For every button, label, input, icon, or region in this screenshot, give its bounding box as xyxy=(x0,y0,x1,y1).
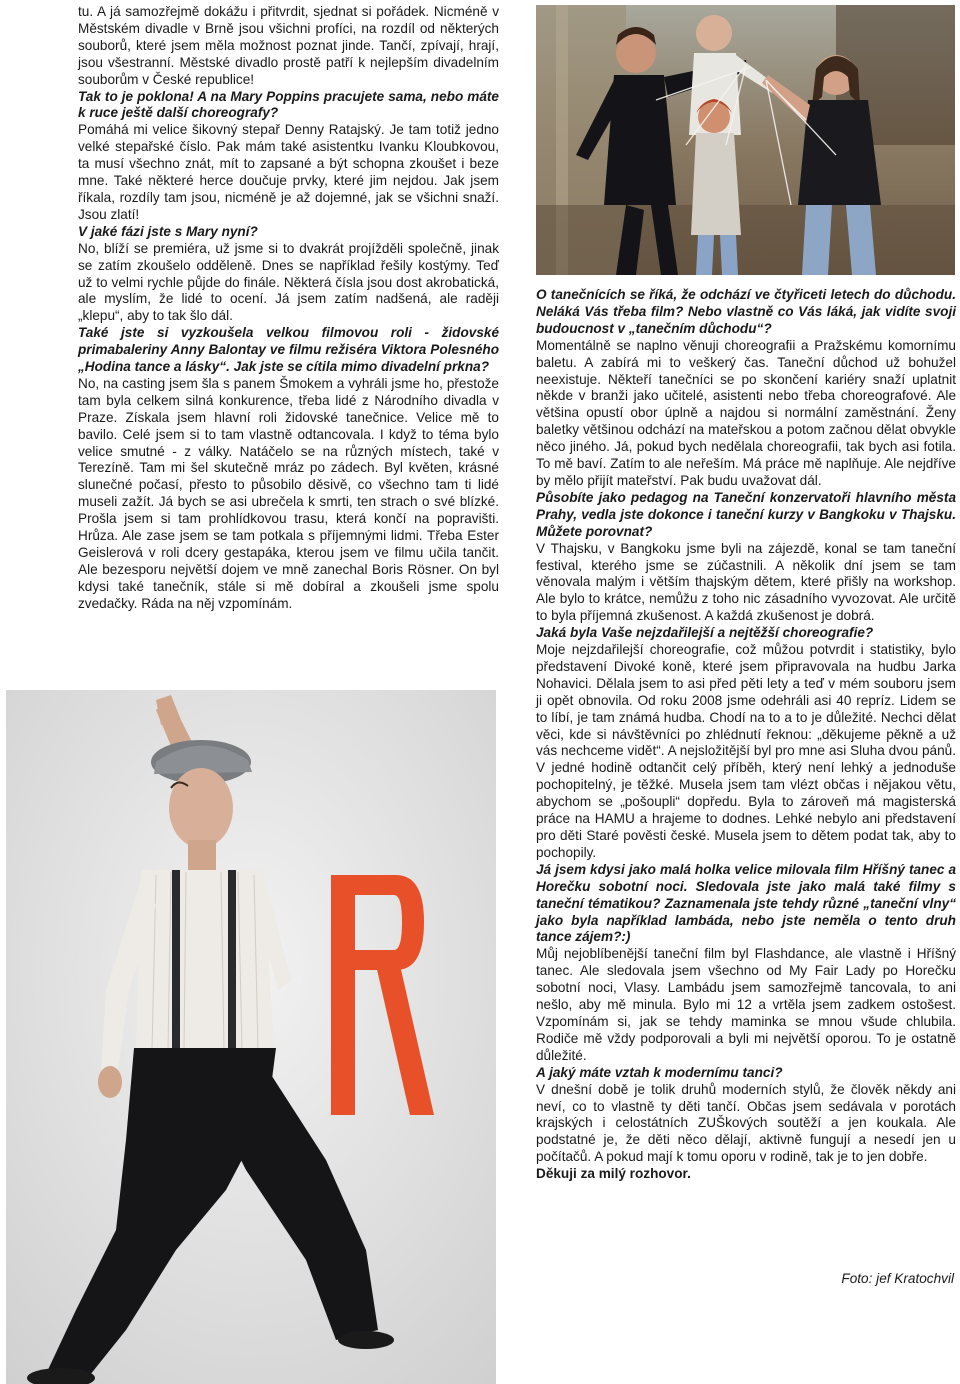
paragraph: V dnešní době je tolik druhů moderních stylů, že člověk někdy ani neví, co to vlastně ty děti tančí. Občas jsem sedávala v porotách krajských i celostátních ZUŠkových soutěží a jen koukala. Ale podstatné je, že děti něco dělají, aktivně fungují a nesedí jen u počítačů. A pokud mají k tomu oporu v rodině, tak je to jen dobře. xyxy=(536,1081,956,1165)
left-column xyxy=(78,4,499,613)
rehearsal-photo xyxy=(536,5,955,275)
paragraph: No, blíží se premiéra, už jsme si to dvakrát projížděli společně, jinak se zatím zkoušelo odděleně. Dnes se například řešily kostýmy. Teď už to velmi rychle půjde do finále. Některá čísla jsou dost akrobatická, ale myslím, že lidé to ocení. Já jsem zatím nadšená, ale raději „klepu“, aby to tak šlo dál. xyxy=(78,240,499,324)
paragraph: Momentálně se naplno věnuji choreografii a Pražskému komornímu baletu. A zabírá mi to veškerý čas. Taneční důchod už bohužel neexistuje. Někteří tanečníci se po skončení kariéry snaží uplatnit někde v branži jako učitelé, asistenti nebo třeba choreografové. Ale většina opustí obor úplně a najdou si normální zaměstnání. Ženy baletky většinou odchází na mateřskou a potom začnou dělat obvykle něco jiného. Já, pokud bych nedělala choreografii, tak bych asi fotila. To mě baví. Zatím to ale neřeším. Má práce mě naplňuje. Ale nejdříve by mělo přijít mateřství. Pak budu uvažovat dál. xyxy=(536,337,956,488)
closing-thanks: Děkuji za milý rozhovor. xyxy=(536,1166,691,1182)
interview-question: Také jste si vyzkoušela velkou filmovou roli - židovské primabaleriny Anny Balontay ve filmu režiséra Viktora Polesného „Hodina tance a lásky“. Jak jste se cítila mimo divadelní prkna? xyxy=(78,325,499,375)
paragraph: tu. A já samozřejmě dokážu i přitvrdit, sjednat si pořádek. Nicméně v Městském divadle v Brně jsou všichni profíci, na rozdíl od některých souborů, které jsem měla možnost poznat jinde. Tančí, zpívají, hrají, jsou všestranní. Městské divadlo prostě patří k nejlepším divadelním souborům v České republice! xyxy=(78,4,499,87)
right-column xyxy=(536,287,956,1183)
dancer-portrait-photo xyxy=(6,690,496,1384)
paragraph: V Thajsku, v Bangkoku jsme byli na zájezdě, konal se tam taneční festival, kterého jsme se zúčastnili. A několik dní jsem se tam věnovala malým i větším thajským dětem, které přišly na workshop. Ale bylo to krátce, nemůžu z toho nic zásadního vyvozovat. Ale určitě to byla příjemná zkušenost. A každá zkušenost je dobrá. xyxy=(536,540,956,624)
paragraph: No, na casting jsem šla s panem Šmokem a vyhráli jsme ho, přestože tam byla celkem silná konkurence, třeba lidé z Národního divadla v Praze. Získala jsem hlavní roli židovské tanečnice. Velice mě to bavilo. Celé jsem si to tam vlastně odtancovala. I když to téma bylo velice smutné - z války. Natáčelo se na různých místech, také v Terezíně. Tam mi šel skutečně mráz po zádech. Byl květen, krásné slunečné počasí, přesto to působilo děsivě, co všechno tam ti lidé museli zažít. Já bych se asi ubrečela k smrti, ten strach o své blízké. Prošla jsem si tam prohlídkovou trasu, která končí na popravišti. Hrůza. Ale zase jsem se tam potkala s příjemnými lidmi. Třeba Ester Geislerová v roli dcery gestapáka, kterou jsem ve filmu učila tančit. Ale bezesporu největší dojem ve mně zanechal Boris Rösner. On byl kdysi také tanečník, stále si mě dobíral a zkoušeli jsme spolu zvedačky. Ráda na něj vzpomínám. xyxy=(78,375,499,611)
dancer-portrait-illustration xyxy=(6,690,496,1384)
interview-question: A jaký máte vztah k modernímu tanci? xyxy=(536,1064,783,1080)
interview-question: Tak to je poklona! A na Mary Poppins pracujete sama, nebo máte k ruce ještě další choreografy? xyxy=(78,88,499,121)
paragraph: Můj nejoblíbenější taneční film byl Flashdance, ale vlastně i Hříšný tanec. Ale sledovala jsem všechno od My Fair Lady po Horečku sobotní noci, Vlasy. Lambádu jsem samozřejmě tancovala, to ani nešlo, aby mě minula. Bylo mi 12 a vrtěla jsem zadkem ostošest. Vzpomínám si, jak se tehdy maminka se mnou všude chlubila. Rodiče mě vždy podporovali a byli mi největší oporou. To je ostatně důležité. xyxy=(536,946,956,1063)
interview-question: V jaké fázi jste s Mary nyní? xyxy=(78,223,258,239)
paragraph: Moje nejzdařilejší choreografie, což můžou potvrdit i statistiky, bylo představení Divoké koně, které jsem připravovala na hudbu Jarka Nohavici. Dělala jsem to asi před pěti lety a teď v mém souboru jsem ji opět obnovila. Od roku 2008 jsme odehráli asi 40 repríz. Lidem se to líbí, je tam známá hudba. Chodí na to a to je důležité. Nechci dělat věci, kde si návštěvníci po zhlédnutí řeknou: „děkujeme pěkně a už vás nechceme vidět“. A nejsložitější byl pro mne asi Sluha dvou pánů. V jedné hodině odtančit celý příběh, který není lehký a jednoduše pochopitelný, je těžké. Musela jsem tam vlézt občas i nějakou větu, abychom se „pošoupli“ dopředu. Byla to zároveň má magisterská práce na HAMU a hrajeme to dodnes. Lehké nebylo ani představení pro děti Staré pověsti české. Musela jsem to dětem podat tak, aby to pochopily. xyxy=(536,642,956,860)
photo-credit: Foto: jef Kratochvil xyxy=(841,1271,954,1286)
rehearsal-photo-illustration xyxy=(536,5,955,275)
interview-question: Já jsem kdysi jako malá holka velice milovala film Hříšný tanec a Horečku sobotní noci. Sledovala jste jako malá také filmy s taneční tématikou? Zaznamenala jste tehdy různé „taneční vlny“ jako byla například lambáda, nebo jste neměla o tento druh tance zájem?:) xyxy=(536,861,956,945)
interview-question: O tanečnících se říká, že odchází ve čtyřiceti letech do důchodu. Neláká Vás třeba film? Nebo vlastně co Vás láká, jak vidíte svoji budoucnost v „tanečním důchodu“? xyxy=(536,287,956,336)
paragraph: Pomáhá mi velice šikovný stepař Denny Ratajský. Je tam totiž jedno velké stepařské číslo. Pak mám také asistentku Ivanku Kloubkovou, ta musí všechno znát, mít to zapsané a být schopna zkoušet i beze mne. Také některé herce doučuje prvky, které jim nejdou. Jak jsem říkala, rozdíly tam jsou, nicméně je až dojemné, jak se všichni snaží. Jsou zlatí! xyxy=(78,122,499,222)
interview-question: Jaká byla Vaše nejzdařilejší a nejtěžší choreografie? xyxy=(536,625,874,641)
interview-question: Působíte jako pedagog na Taneční konzervatoři hlavního města Prahy, vedla jste dokonce i taneční kurzy v Bangkoku v Thajsku. Můžete porovnat? xyxy=(536,489,956,539)
